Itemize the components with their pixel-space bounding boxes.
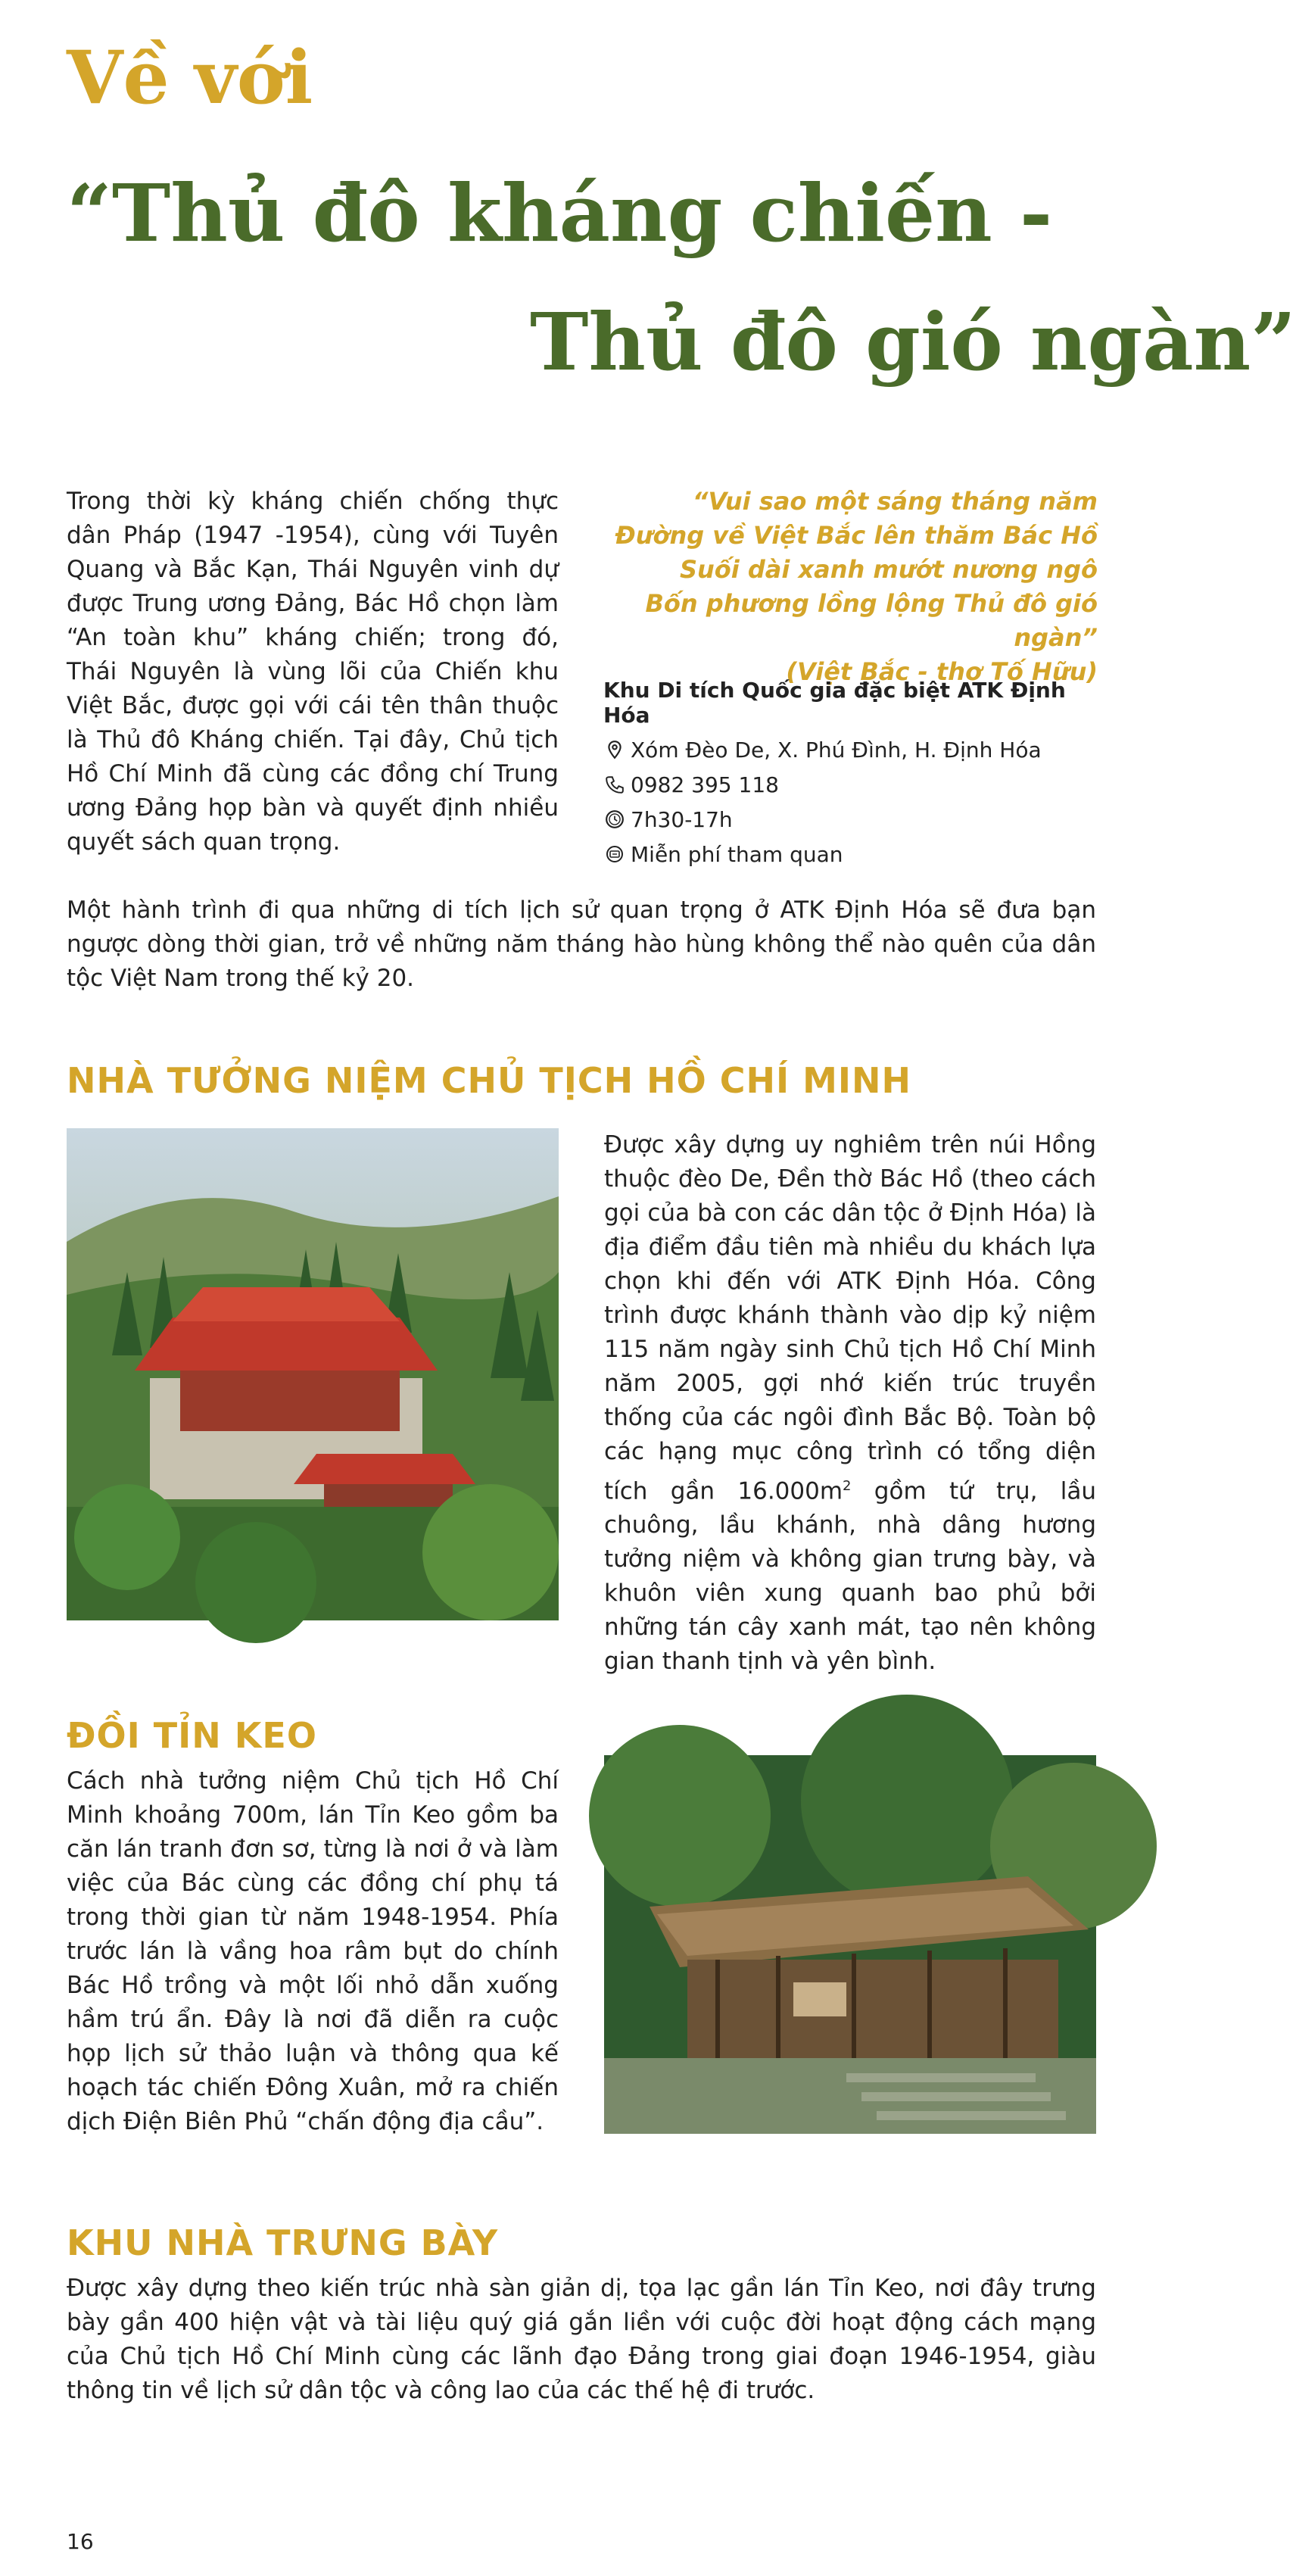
quote-line: “Vui sao một sáng tháng năm — [692, 487, 1098, 516]
memorial-photo — [67, 1128, 559, 1620]
quote-line: Suối dài xanh mướt nương ngô — [679, 555, 1098, 584]
quote-attribution: (Việt Bắc - thơ Tố Hữu) — [786, 657, 1098, 686]
section-heading-memorial: NHÀ TƯỞNG NIỆM CHỦ TỊCH HỒ CHÍ MINH — [67, 1060, 911, 1101]
ticket-icon — [603, 843, 626, 865]
memorial-text: Được xây dựng uy nghiêm trên núi Hồng thuộc đèo De, Đền thờ Bác Hồ (theo cách gọi của bà con các dân tộc ở Định Hóa) là địa điểm đầu tiên mà nhiều du khách lựa chọn khi đến với ATK Định Hóa. Công trình được khánh thành vào dịp kỷ niệm 115 năm ngày sinh Chủ tịch Hồ Chí Minh năm 2005, gợi nhớ kiến trúc truyền thống của các ngôi đình Bắc Bộ. Toàn bộ các hạng mục công trình có tổng diện tích gần 16.000m — [604, 1131, 1096, 1505]
clock-icon — [603, 808, 626, 831]
fee-row — [603, 837, 1118, 872]
title-line-1: Về với — [67, 35, 313, 120]
tin-keo-description: Cách nhà tưởng niệm Chủ tịch Hồ Chí Minh khoảng 700m, lán Tỉn Keo gồm ba căn lán tranh đơn sơ, từng là nơi ở và làm việc của Bác cùng các đồng chí phụ tá trong thời gian từ năm 1948-1954. Phía trước lán là vầng hoa râm bụt do chính Bác Hồ trồng và một lối nhỏ dẫn xuống hầm trú ẩn. Đây là nơi đã diễn ra cuộc họp lịch sử thảo luận và thông qua kế hoạch tác chiến Đông Xuân, mở ra chiến dịch Điện Biên Phủ “chấn động địa cầu”. — [67, 1767, 559, 2135]
phone-icon — [603, 773, 626, 796]
address-row — [603, 732, 1118, 767]
superscript: 2 — [843, 1478, 852, 1494]
site-info — [603, 678, 1118, 872]
phone-text: 0982 395 118 — [631, 772, 779, 797]
intro-paragraph: Trong thời kỳ kháng chiến chống thực dân Pháp (1947 -1954), cùng với Tuyên Quang và Bắc Kạn, Thái Nguyên vinh dự được Trung ương Đảng, Bác Hồ chọn làm “An toàn khu” kháng chiến; trong đó, Thái Nguyên là vùng lõi của Chiến khu Việt Bắc, được gọi với cái tên thân thuộc là Thủ đô Kháng chiến. Tại đây, Chủ tịch Hồ Chí Minh đã cùng các đồng chí Trung ương Đảng họp bàn và quyết định nhiều quyết sách quan trọng. — [67, 488, 559, 856]
journey-paragraph: Một hành trình đi qua những di tích lịch sử quan trọng ở ATK Định Hóa sẽ đưa bạn ngược dòng thời gian, trở về những năm tháng hào hùng không thể nào quên của dân tộc Việt Nam trong thế kỷ 20. — [67, 897, 1096, 992]
address-text: Xóm Đèo De, X. Phú Đình, H. Định Hóa — [631, 737, 1042, 763]
section-heading-exhibition: KHU NHÀ TRƯNG BÀY — [67, 2222, 499, 2263]
poem-quote — [598, 485, 1098, 689]
location-pin-icon — [603, 738, 626, 761]
quote-line: Bốn phương lồng lộng Thủ đô gió ngàn” — [645, 589, 1098, 652]
title-line-2: “Thủ đô kháng chiến - — [67, 167, 1053, 260]
quote-line: Đường về Việt Bắc lên thăm Bác Hồ — [615, 521, 1098, 550]
title-line-3: Thủ đô gió ngàn” — [530, 295, 1296, 388]
phone-row — [603, 767, 1118, 802]
fee-text: Miễn phí tham quan — [631, 841, 843, 867]
section-heading-tin-keo: ĐỒI TỈN KEO — [67, 1715, 317, 1756]
site-title: Khu Di tích Quốc gia đặc biệt ATK Định Hóa — [603, 678, 1066, 728]
memorial-description — [604, 1128, 1096, 1679]
tin-keo-hut-photo — [604, 1755, 1096, 2134]
exhibition-description: Được xây dựng theo kiến trúc nhà sàn giản dị, tọa lạc gần lán Tỉn Keo, nơi đây trưng bày gần 400 hiện vật và tài liệu quý giá gắn liền với cuộc đời hoạt động cách mạng của Chủ tịch Hồ Chí Minh cùng các lãnh đạo Đảng trong giai đoạn 1946-1954, giàu thông tin về lịch sử dân tộc và công lao của các thế hệ đi trước. — [67, 2275, 1096, 2404]
memorial-text-cont: gồm tứ trụ, lầu chuông, lầu khánh, nhà dâng hương tưởng niệm và không gian trưng bày, và khuôn viên xung quanh bao phủ bởi những tán cây xanh mát, tạo nên không gian thanh tịnh và yên bình. — [604, 1477, 1096, 1676]
hours-row — [603, 802, 1118, 837]
page-number: 16 — [67, 2529, 94, 2554]
hours-text: 7h30-17h — [631, 806, 733, 832]
